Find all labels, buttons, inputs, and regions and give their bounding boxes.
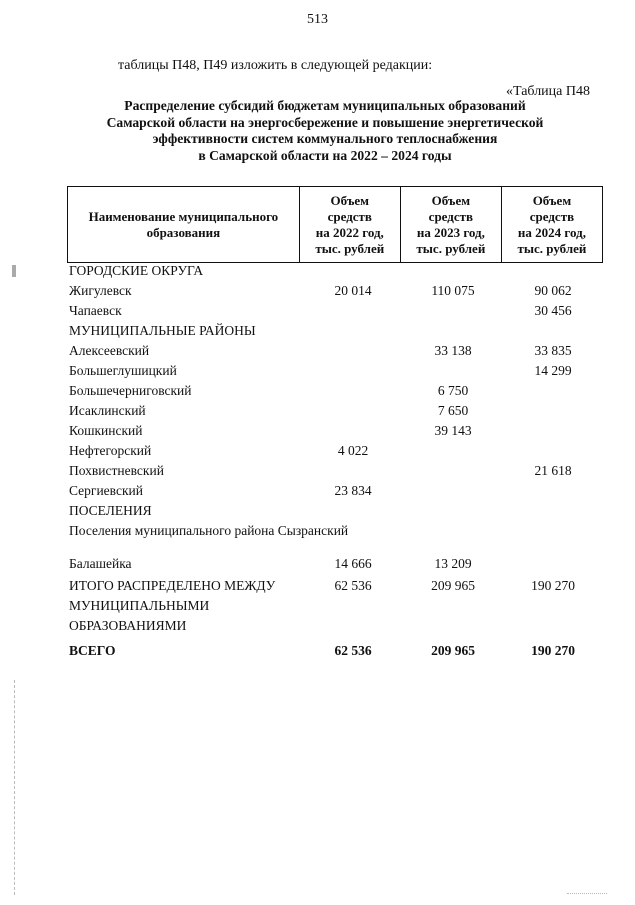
header-2024-line-1: Объем [532, 192, 572, 208]
distributed-label-line-3: ОБРАЗОВАНИЯМИ [69, 618, 187, 633]
header-2023-line-1: Объем [431, 192, 471, 208]
header-municipality-line-1: Наименование муниципального [88, 208, 279, 224]
row-2023: 33 138 [434, 343, 472, 358]
row-name: Чапаевск [69, 303, 122, 318]
header-2022-line-4: тыс. рублей [315, 240, 385, 256]
header-2024-line-2: средств [529, 208, 575, 224]
row-name: Нефтегорский [69, 443, 152, 458]
row-2024: 90 062 [534, 283, 572, 298]
row-2023 [403, 361, 503, 381]
table-row [67, 461, 603, 481]
table-row [67, 481, 603, 501]
row-2022 [303, 361, 403, 381]
table-row [67, 401, 603, 421]
header-municipality [68, 187, 299, 262]
row-2023 [403, 261, 503, 281]
row-2024: 21 618 [534, 463, 572, 478]
row-2023: 110 075 [431, 283, 475, 298]
distributed-2024: 190 270 [531, 578, 575, 593]
intro-text: таблицы П48, П49 изложить в следующей редакции: [118, 58, 433, 73]
row-2022: 23 834 [334, 483, 372, 498]
table-row [67, 361, 603, 381]
distributed-2023: 209 965 [431, 578, 475, 593]
row-2023: 6 750 [437, 383, 469, 398]
row-2024 [503, 321, 603, 341]
table-row [67, 281, 603, 301]
table-reference: «Таблица П48 [506, 84, 590, 99]
row-2024 [503, 441, 603, 461]
table-header [67, 186, 603, 263]
row-2022 [303, 461, 403, 481]
row-2022 [303, 321, 403, 341]
row-2022: 4 022 [337, 443, 369, 458]
row-2024 [503, 381, 603, 401]
row-name: ПОСЕЛЕНИЯ [69, 503, 152, 518]
table-row [67, 301, 603, 321]
margin-mark [12, 265, 16, 277]
row-2022 [303, 421, 403, 441]
distributed-label-line-2: МУНИЦИПАЛЬНЫМИ [69, 598, 210, 613]
row-2023 [403, 481, 503, 501]
title-line-4: в Самарской области на 2022 – 2024 годы [198, 147, 452, 163]
header-2024 [501, 187, 602, 262]
header-2022-line-1: Объем [330, 192, 370, 208]
table-row [67, 381, 603, 401]
row-2024 [503, 501, 603, 521]
total-2022: 62 536 [334, 643, 372, 658]
table-row [67, 421, 603, 441]
row-2024 [503, 421, 603, 441]
total-2024: 190 270 [531, 643, 575, 658]
row-name: Балашейка [69, 556, 132, 571]
title-line-2: Самарской области на энергосбережение и повышение энергетической [106, 114, 544, 130]
row-2023: 39 143 [434, 423, 472, 438]
row-name: Большеглушицкий [69, 363, 177, 378]
row-2022 [303, 301, 403, 321]
distributed-label [67, 576, 303, 636]
row-2023: 7 650 [437, 403, 469, 418]
header-2023-line-3: на 2023 год, [416, 224, 485, 240]
row-2022 [303, 261, 403, 281]
distributed-2022: 62 536 [334, 578, 372, 593]
row-2022 [303, 381, 403, 401]
margin-scan-line [14, 680, 16, 895]
row-2023 [403, 501, 503, 521]
title-line-1: Распределение субсидий бюджетам муниципальных образований [124, 98, 526, 113]
total-2023: 209 965 [431, 643, 475, 658]
table-title [60, 98, 590, 164]
row-name: Большечерниговский [69, 383, 192, 398]
scan-artifact [567, 893, 607, 894]
row-name: Алексеевский [69, 343, 150, 358]
distributed-label-line-1: ИТОГО РАСПРЕДЕЛЕНО МЕЖДУ [69, 578, 276, 593]
row-2023 [403, 321, 503, 341]
header-2022 [299, 187, 400, 262]
row-2023 [403, 461, 503, 481]
header-2023 [400, 187, 501, 262]
page-number: 513 [307, 12, 328, 27]
header-2022-line-2: средств [327, 208, 372, 224]
row-2024 [503, 554, 603, 574]
table-row [67, 321, 603, 341]
row-name: Поселения муниципального района Сызранский [69, 523, 349, 538]
header-2024-line-4: тыс. рублей [517, 240, 587, 256]
title-line-3: эффективности систем коммунального теплоснабжения [152, 131, 498, 146]
row-2022: 14 666 [334, 556, 372, 571]
row-2024: 33 835 [534, 343, 572, 358]
row-name: Исаклинский [69, 403, 146, 418]
row-2024: 30 456 [534, 303, 572, 318]
row-2022 [303, 341, 403, 361]
table-row [67, 341, 603, 361]
row-2024 [503, 401, 603, 421]
row-2023 [403, 301, 503, 321]
header-2023-line-2: средств [428, 208, 474, 224]
row-2022 [303, 401, 403, 421]
grand-total-row [67, 641, 603, 661]
row-2023 [403, 441, 503, 461]
row-name: ГОРОДСКИЕ ОКРУГА [69, 263, 204, 278]
table-row [67, 441, 603, 461]
distributed-total-row [67, 576, 603, 636]
table-row [67, 261, 603, 281]
row-2024: 14 299 [534, 363, 572, 378]
row-name: МУНИЦИПАЛЬНЫЕ РАЙОНЫ [69, 323, 256, 338]
row-name: Жигулевск [69, 283, 132, 298]
subsidy-table [67, 186, 603, 661]
table-row [67, 501, 603, 521]
header-municipality-line-2: образования [146, 224, 221, 240]
header-2022-line-3: на 2022 год, [315, 224, 384, 240]
row-2024 [503, 261, 603, 281]
row-name: Сергиевский [69, 483, 143, 498]
total-label: ВСЕГО [69, 643, 116, 658]
row-2024 [503, 481, 603, 501]
row-2022: 20 014 [334, 283, 372, 298]
table-row [67, 521, 603, 554]
header-2024-line-3: на 2024 год, [517, 224, 586, 240]
row-name: Кошкинский [69, 423, 143, 438]
row-name: Похвистневский [69, 463, 164, 478]
row-2022 [303, 501, 403, 521]
header-2023-line-4: тыс. рублей [416, 240, 486, 256]
table-row [67, 554, 603, 574]
row-2023: 13 209 [434, 556, 472, 571]
